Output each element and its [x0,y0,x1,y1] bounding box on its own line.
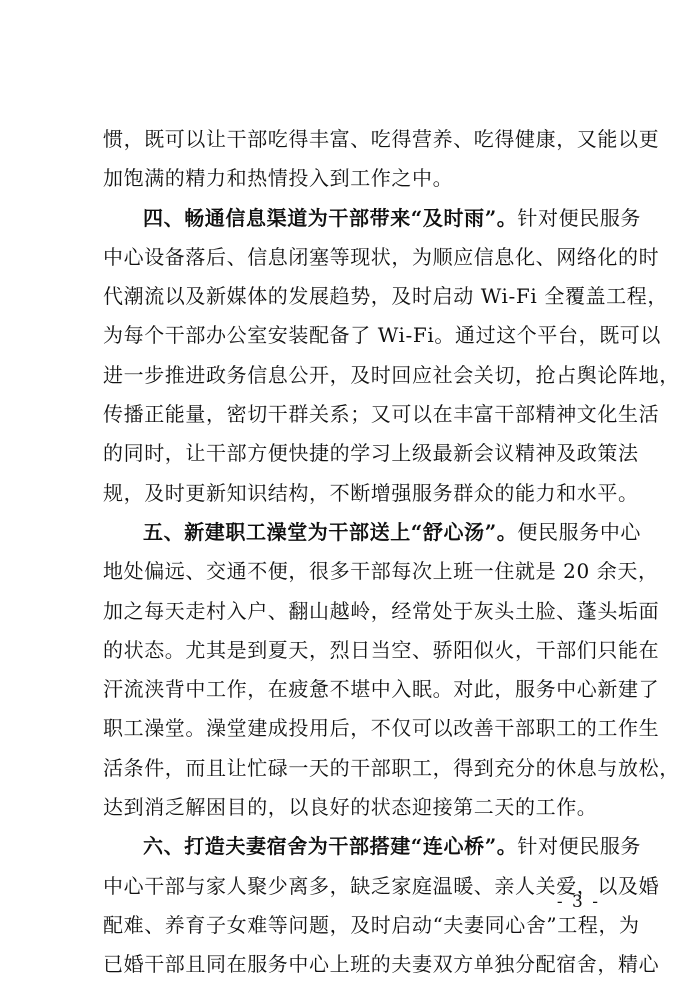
page-number: - 3 - [556,892,600,912]
text-line: 便民服务中心 [517,519,642,544]
text-line: 已婚干部且同在服务中心上班的夫妻双方单独分配宿舍，精心 [103,952,660,977]
text-line: 传播正能量，密切干群关系；又可以在丰富干部精神文化生活 [103,402,660,427]
text-line: 配难、养育子女难等问题，及时启动“夫妻同心舍”工程，为 [103,912,640,937]
text-line: 规，及时更新知识结构，不断增强服务群众的能力和水平。 [103,480,639,505]
text-line: 的状态。尤其是到夏天，烈日当空、骄阳似火，干部们只能在 [103,637,660,662]
text-line: 的同时，让干部方便快捷的学习上级最新会议精神及政策法 [103,441,639,466]
text-line: 汗流浃背中工作，在疲惫不堪中入眠。对此，服务中心新建了 [103,677,660,702]
section-4-heading: 四、畅通信息渠道为干部带来“及时雨”。 [143,205,518,230]
text-line: 中心干部与家人聚少离多，缺乏家庭温暖、亲人关爱，以及婚 [103,873,660,898]
text-line: 代潮流以及新媒体的发展趋势，及时启动 Wi-Fi 全覆盖工程， [103,284,668,309]
text-line: 针对便民服务 [517,834,642,859]
section-5-heading: 五、新建职工澡堂为干部送上“舒心汤”。 [143,519,518,544]
text-line: 加饱满的精力和热情投入到工作之中。 [103,166,454,191]
body-text [103,120,680,985]
text-line: 活条件，而且让忙碌一天的干部职工，得到充分的休息与放松， [103,755,680,780]
text-line: 针对便民服务 [517,205,642,230]
section-5-first-line [103,513,642,552]
text-line: 惯，既可以让干部吃得丰富、吃得营养、吃得健康，又能以更 [103,127,660,151]
text-line: 中心设备落后、信息闭塞等现状，为顺应信息化、网络化的时 [103,244,660,269]
section-6-first-line [103,827,642,866]
text-line: 进一步推进政务信息公开，及时回应社会关切，抢占舆论阵地， [103,362,680,387]
text-line: 职工澡堂。澡堂建成投用后，不仅可以改善干部职工的工作生 [103,716,660,741]
section-4-first-line [103,199,642,238]
section-6-heading: 六、打造夫妻宿舍为干部搭建“连心桥”。 [143,834,518,859]
text-line: 为每个干部办公室安装配备了 Wi-Fi。通过这个平台，既可以 [103,323,661,348]
text-line: 达到消乏解困目的，以良好的状态迎接第二天的工作。 [103,795,598,820]
text-line: 加之每天走村入户、翻山越岭，经常处于灰头土脸、蓬头垢面 [103,598,660,623]
text-line: 地处偏远、交通不便，很多干部每次上班一住就是 20 余天， [103,559,659,584]
